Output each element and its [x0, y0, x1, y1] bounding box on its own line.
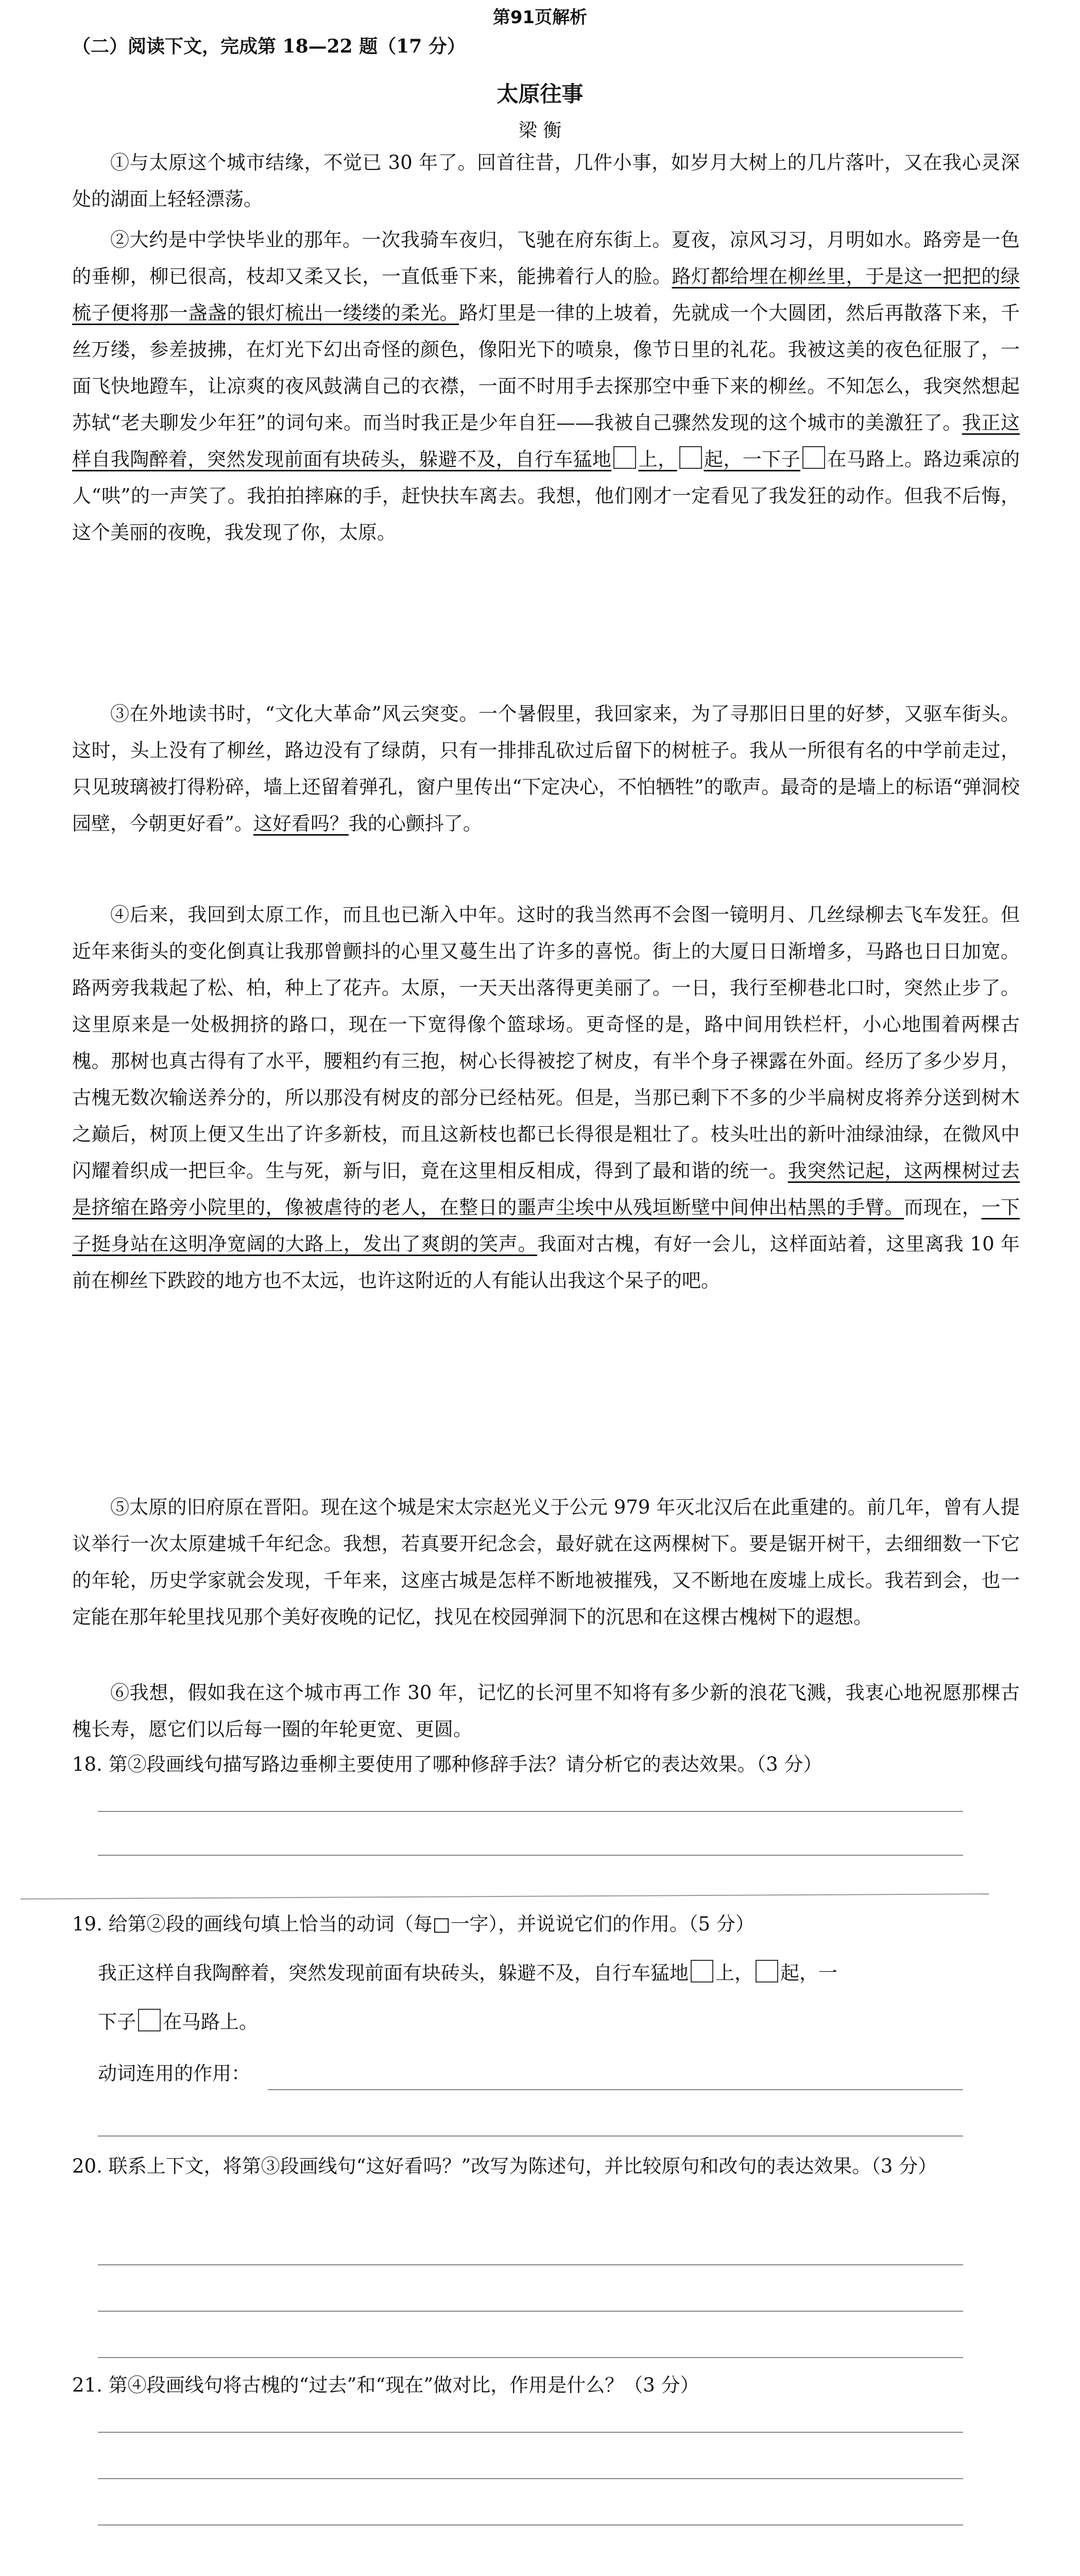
q19-text-a: 我正这样自我陶醉着，突然发现前面有块砖头，躲避不及，自行车猛地: [98, 1962, 689, 1984]
p4-text-a: ④后来，我回到太原工作，而且也已渐入中年。这时的我当然再不会图一镜明月、几丝绿柳去飞车发狂。但近年来街头的变化倒真让我那曾颤抖的心里又蔓生出了许多的喜悦。街上的大厦日日渐增多，马路也日日加宽。路两旁我栽起了松、柏，种上了花卉。太原，一天天出落得更美丽了。一日，我行至柳巷北口时，突然止步了。这里原来是一处极拥挤的路口，现在一下宽得像个篮球场。更奇怪的是，路中间用铁栏杆，小心地围着两棵古槐。那树也真古得有了水平，腰粗约有三抱，树心长得被挖了树皮，有半个身子裸露在外面。经历了多少岁月，古槐无数次输送养分的，所以那没有树皮的部分已经枯死。但是，当那已剩下不多的少半扁树皮将养分送到树木之巅后，树顶上便又生出了许多新枝，而且这新枝也都已长得很是粗壮了。枝头吐出的新叶油绿油绿，在微风中闪耀着织成一把巨伞。生与死，新与旧，竟在这里相反相成，得到了最和谐的统一。: [72, 904, 1020, 1182]
question-19: 19. 给第②段的画线句填上恰当的动词（每□一字），并说说它们的作用。（5 分）: [72, 1913, 755, 1935]
p4-text-e: 我面对古槐，有好一会儿，这样面站着，这里离我 10 年前在柳丝下跌跤的地方也不太远，也许这附近的人有能认出我这个呆子的吧。: [72, 1233, 1020, 1292]
answer-line[interactable]: [98, 2136, 963, 2137]
paragraph-6: ⑥我想，假如我在这个城市再工作 30 年，记忆的长河里不知将有多少新的浪花飞溅，我衷心地祝愿那棵古槐长寿，愿它们以后每一圈的年轮更宽、更圆。: [72, 1682, 1020, 1740]
p2-text-g: 在马路上。路边乘凉的人“哄”的一声笑了。我拍拍摔麻的手，赶快扶车离去。我想，他们刚才一定看见了我发狂的动作。但我不后悔，这个美丽的夜晚，我发现了你，太原。: [72, 448, 1020, 544]
answer-line[interactable]: [98, 2432, 963, 2433]
answer-line[interactable]: [98, 1811, 963, 1812]
answer-line[interactable]: [268, 2089, 963, 2090]
p4-text-c: 而现在，: [904, 1196, 982, 1218]
q19-text-d: 下子: [98, 2011, 136, 2033]
paragraph-3: [72, 696, 1020, 842]
blank-box-2[interactable]: [679, 446, 702, 469]
p2-text-e: 上，: [638, 448, 677, 470]
p4-underlined-past: 我突然记起，这两棵树过去是挤缩在路旁小院里的，像被虐待的老人，在整日的噩声尘埃中从残垣断壁中间伸出枯黑的手臂。: [72, 1160, 1020, 1218]
p3-underlined-question: 这好看吗？: [253, 812, 349, 835]
p2-text-d: 我正这样自我陶醉着，突然发现前面有块砖头，躲避不及，自行车猛地: [72, 412, 1020, 470]
question-18: 18. 第②段画线句描写路边垂柳主要使用了哪种修辞手法？请分析它的表达效果。（3 分）: [72, 1753, 822, 1775]
blank-box-1[interactable]: [613, 446, 636, 469]
blank-box-3[interactable]: [802, 446, 825, 469]
answer-line[interactable]: [98, 2264, 963, 2265]
answer-line[interactable]: [98, 2357, 963, 2358]
paragraph-1: ①与太原这个城市结缘，不觉已 30 年了。回首往昔，几件小事，如岁月大树上的几片落叶，又在我心灵深处的湖面上轻轻漂荡。: [72, 151, 1020, 210]
divider-line: [21, 1893, 989, 1900]
q19-text-e: 在马路上。: [163, 2011, 258, 2033]
p4-underlined-present: 一下子挺身站在这明净宽阔的大路上，发出了爽朗的笑声。: [72, 1196, 1020, 1255]
q19-text-c: 起，一: [780, 1962, 837, 1984]
question-19-sentence-2: [98, 2002, 1020, 2043]
q19-blank-2[interactable]: [756, 1960, 778, 1982]
answer-line[interactable]: [98, 2478, 963, 2479]
p2-text-c: 路灯里是一律的上坡着，先就成一个大圆团，然后再散落下来，千丝万缕，参差披拂，在灯光下幻出奇怪的颜色，像阳光下的喷泉，像节日里的礼花。我被这美的夜色征服了，一面飞快地蹬车，让凉爽的夜风鼓满自己的衣襟，一面不时用手去探那空中垂下来的柳丝。不知怎么，我突然想起苏轼“老夫聊发少年狂”的词句来。而当时我正是少年自狂——我被自己骤然发现的这个城市的美激狂了。: [72, 302, 1020, 434]
section-heading: （二）阅读下文，完成第 18—22 题（17 分）: [72, 36, 466, 57]
answer-line[interactable]: [98, 1855, 963, 1856]
q19-verb-effect-label: 动词连用的作用：: [98, 2062, 250, 2084]
question-20: 20. 联系上下文，将第③段画线句“这好看吗？”改写为陈述句，并比较原句和改句的表达效果。（3 分）: [72, 2155, 937, 2177]
article-title: 太原往事: [496, 81, 584, 107]
p2-text-a: ②大约是中学快毕业的那年。一次我骑车夜归，飞驰在府东街上。夏夜，凉风习习，月明如水。路旁是一色的垂柳，柳已很高，枝却又柔又长，一直低垂下来，能拂着行人的脸。: [72, 229, 1020, 287]
q19-blank-1[interactable]: [691, 1960, 713, 1982]
p3-text-c: 我的心颤抖了。: [348, 812, 482, 835]
paragraph-4: [72, 896, 1020, 1299]
question-21: 21. 第④段画线句将古槐的“过去”和“现在”做对比，作用是什么？（3 分）: [72, 2374, 699, 2396]
answer-line[interactable]: [98, 2524, 963, 2526]
q19-text-b: 上，: [715, 1962, 753, 1984]
article-author: 梁 衡: [518, 120, 562, 141]
p2-underlined-sentence: 路灯都给埋在柳丝里，于是这一把把的绿梳子便将那一盏盏的银灯梳出一缕缕的柔光。: [72, 265, 1020, 324]
page-header: 第91页解析: [492, 7, 588, 28]
answer-line[interactable]: [98, 2311, 963, 2312]
paragraph-5: ⑤太原的旧府原在晋阳。现在这个城是宋太宗赵光义于公元 979 年灭北汉后在此重建的。前几年，曾有人提议举行一次太原建城千年纪念。我想，若真要开纪念会，最好就在这两棵树下。要是锯开树干，去细细数一下它的年轮，历史学家就会发现，千年来，这座古城是怎样不断地被摧残，又不断地在废墟上成长。我若到会，也一定能在那年轮里找见那个美好夜晚的记忆，找见在校园弹洞下的沉思和在这棵古槐树下的遐想。: [72, 1496, 1020, 1628]
paragraph-2: [72, 222, 1020, 551]
question-19-sentence: [98, 1953, 1020, 1994]
p2-text-f: 起，一下子: [704, 448, 800, 470]
q19-blank-3[interactable]: [138, 2009, 161, 2031]
p3-text-a: ③在外地读书时，“文化大革命”风云突变。一个暑假里，我回家来，为了寻那旧日里的好梦，又驱车街头。这时，头上没有了柳丝，路边没有了绿荫，只有一排排乱砍过后留下的树桩子。我从一所很有名的中学前走过，只见玻璃被打得粉碎，墙上还留着弹孔，窗户里传出“下定决心，不怕牺牲”的歌声。最奇的是墙上的标语“弹洞校园壁，今朝更好看”。: [72, 703, 1020, 835]
